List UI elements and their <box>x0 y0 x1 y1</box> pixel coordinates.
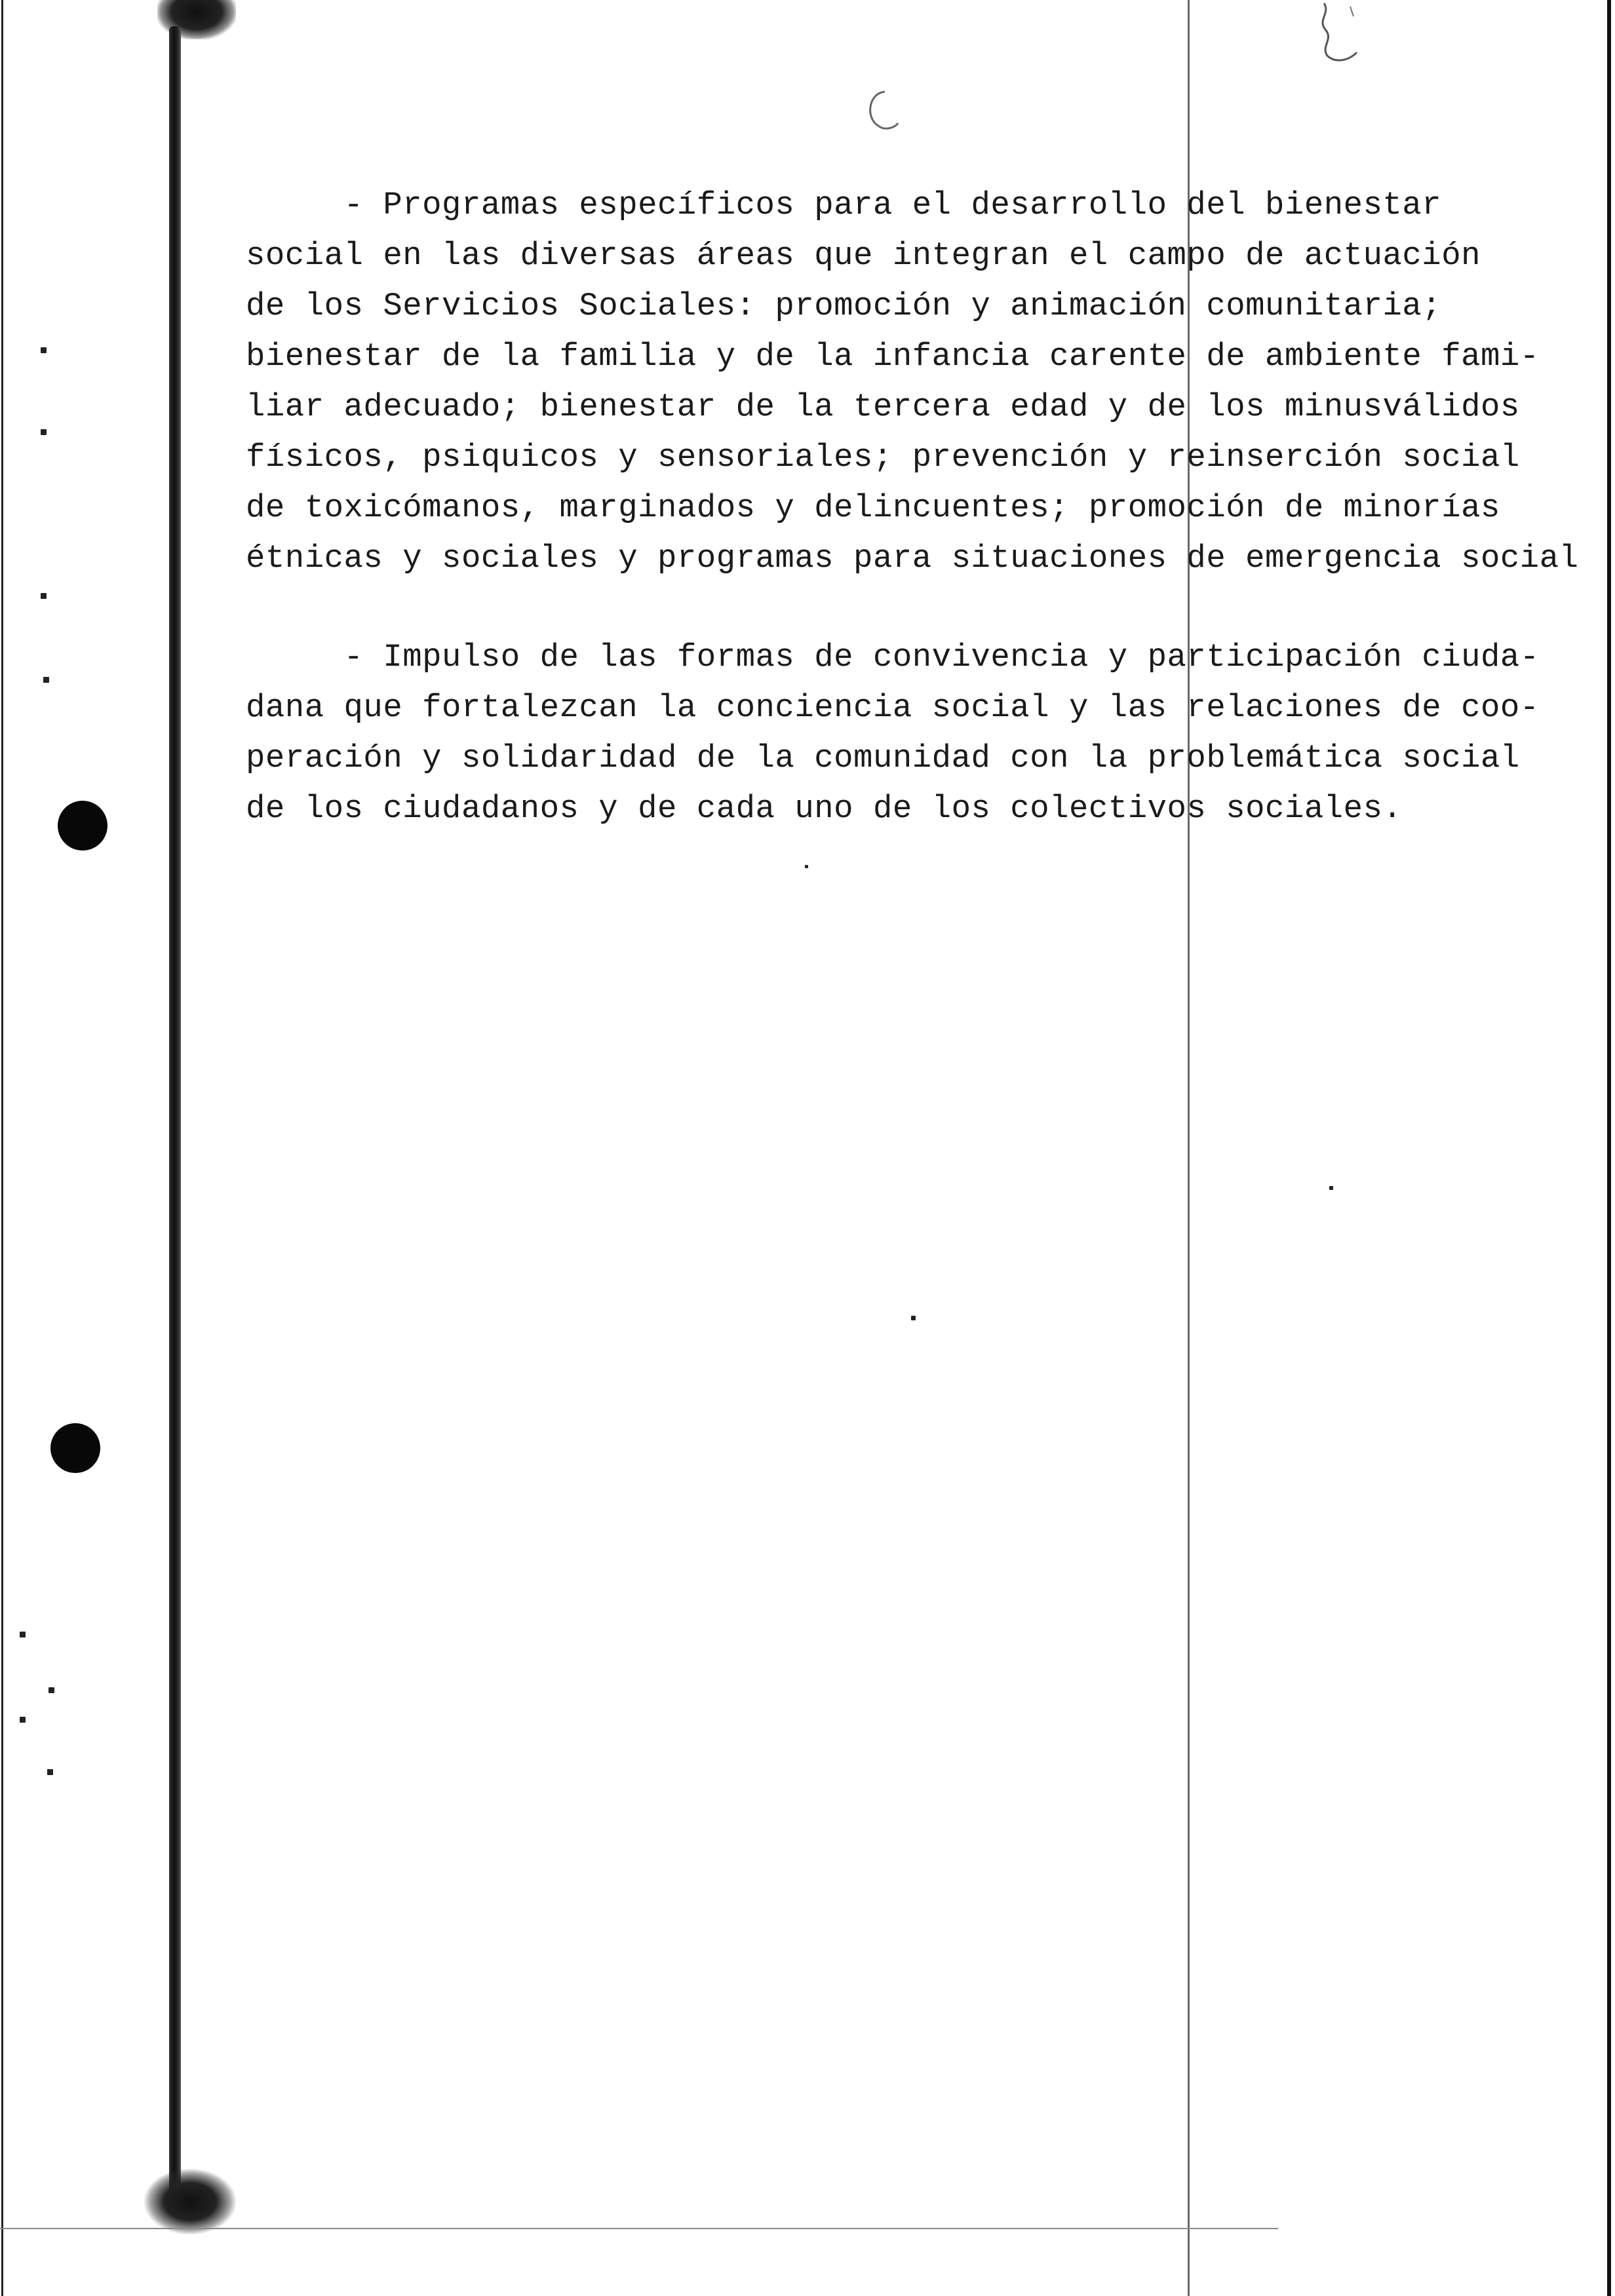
text-line: de los Servicios Sociales: promoción y animación comunitaria; <box>246 288 1442 324</box>
text-line: físicos, psiquicos y sensoriales; prevención y reinserción social <box>246 439 1520 476</box>
speck <box>43 677 49 683</box>
text-line: - Programas específicos para el desarrollo del bienestar <box>246 187 1442 223</box>
speck <box>805 865 808 868</box>
pencil-scribble-mark <box>1311 0 1370 72</box>
text-line: social en las diversas áreas que integran el campo de actuación <box>246 237 1481 274</box>
speck <box>1329 1186 1333 1190</box>
pencil-circle-mark <box>859 85 905 138</box>
text-line: bienestar de la familia y de la infancia carente de ambiente fami- <box>246 338 1540 375</box>
text-line: liar adecuado; bienestar de la tercera edad y de los minusválidos <box>246 389 1520 425</box>
speck <box>47 1769 53 1775</box>
text-line: peración y solidaridad de la comunidad con la problemática social <box>246 740 1520 776</box>
paragraph-citizen-participation <box>246 632 1557 834</box>
speck <box>41 593 47 599</box>
right-edge-line <box>1607 0 1611 2296</box>
speck <box>911 1316 916 1320</box>
text-line: dana que fortalezcan la conciencia social y las relaciones de coo- <box>246 689 1540 726</box>
text-line: de los ciudadanos y de cada uno de los colectivos sociales. <box>246 790 1403 827</box>
text-line: de toxicómanos, marginados y delincuentes; promoción de minorías <box>246 489 1500 526</box>
bottom-edge-line <box>0 2228 1278 2229</box>
speck <box>20 1717 26 1723</box>
speck <box>41 347 47 353</box>
binding-strip <box>169 26 181 2202</box>
speck <box>41 429 47 435</box>
binding-mark-bottom <box>144 2169 236 2234</box>
speck <box>49 1687 54 1693</box>
speck <box>20 1632 26 1637</box>
text-line: - Impulso de las formas de convivencia y participación ciuda- <box>246 639 1540 676</box>
left-edge-line <box>1 0 3 2296</box>
punch-hole-upper <box>58 801 107 851</box>
paragraph-social-programs <box>246 180 1579 584</box>
punch-hole-lower <box>50 1423 100 1473</box>
text-line: étnicas y sociales y programas para situaciones de emergencia social <box>246 540 1579 577</box>
